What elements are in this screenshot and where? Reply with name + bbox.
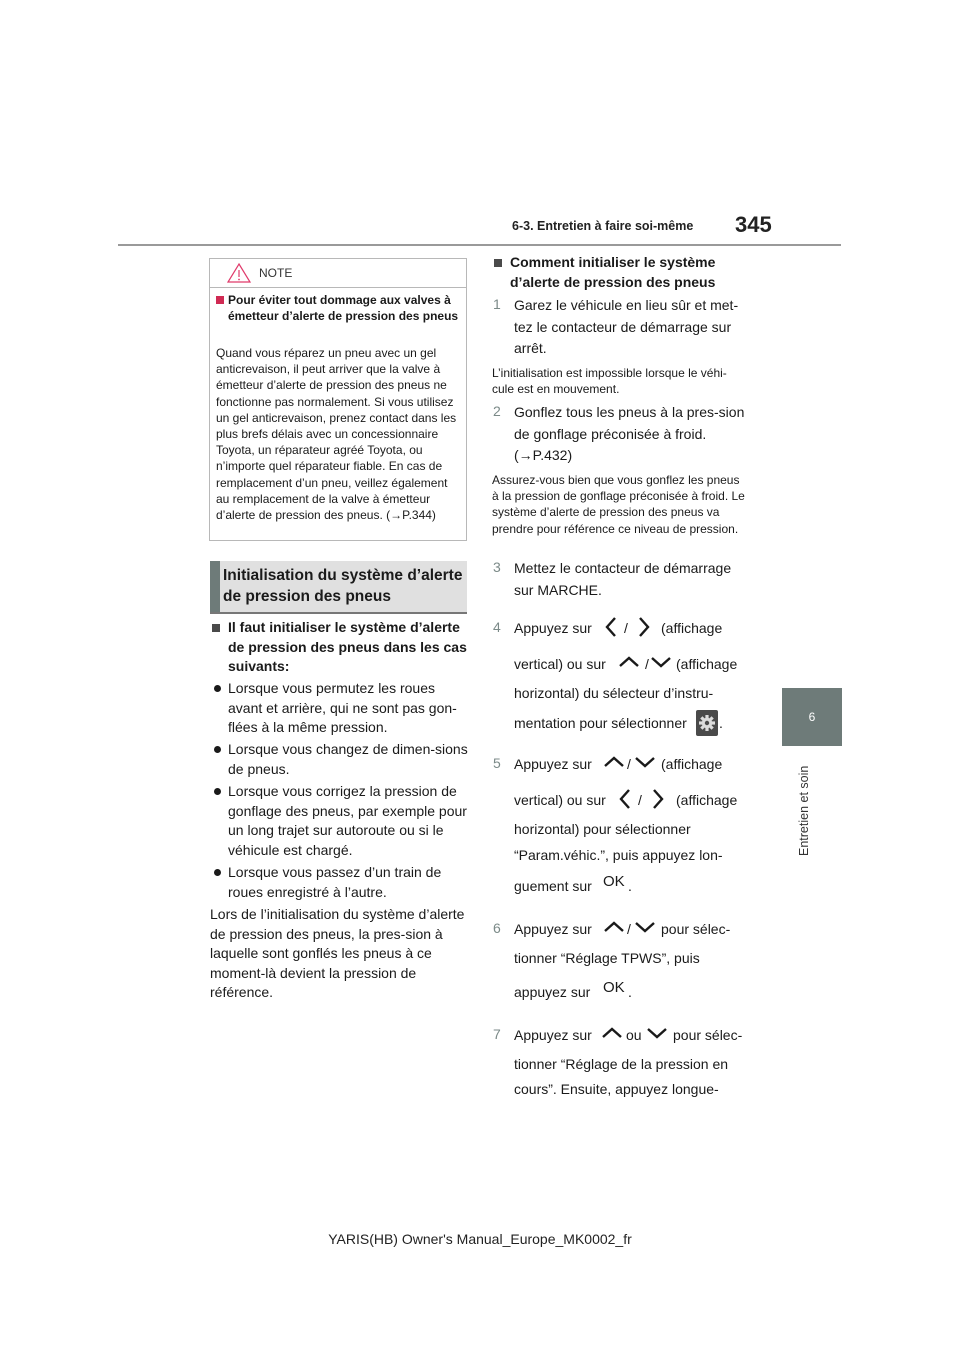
step-text: mentation pour sélectionner — [514, 715, 687, 731]
ok-button-icon: OK — [603, 979, 625, 996]
chapter-label-text: Entretien et soin — [797, 765, 811, 856]
step-text: tionner “Réglage TPWS”, puis — [514, 950, 700, 966]
right-subheading: Comment initialiser le système d’alerte de pression des pneus — [510, 254, 716, 290]
section-banner — [210, 561, 467, 614]
subheading-marker — [212, 624, 220, 632]
chevron-up-icon — [603, 755, 625, 769]
step-text: appuyez sur — [514, 984, 591, 1000]
step-text: (affichage — [661, 756, 723, 772]
bullet-dot — [214, 685, 221, 692]
note-header — [210, 259, 466, 288]
step-text: Garez le véhicule en lieu sûr et met-tez le contacteur de démarrage sur arrêt. — [514, 297, 739, 356]
step-number: 5 — [493, 755, 501, 771]
step-text: (affichage — [661, 620, 723, 636]
bullet-item: Lorsque vous passez d’un train de roues enregistré à l’autre. — [228, 864, 442, 900]
step-text: Appuyez sur — [514, 620, 592, 636]
step-number: 7 — [493, 1026, 501, 1042]
step-number: 4 — [493, 619, 501, 635]
slash: / — [627, 921, 631, 937]
step-note: L’initialisation est impossible lorsque le véhi-cule est en mouvement. — [492, 366, 727, 397]
step-number: 1 — [493, 296, 501, 312]
note-label: NOTE — [259, 266, 293, 280]
step-text: pour sélec- — [661, 921, 731, 937]
slash: / — [645, 656, 649, 672]
step-text: ou — [626, 1027, 642, 1043]
step-text: cours”. Ensuite, appuyez longue- — [514, 1081, 719, 1097]
step-number: 3 — [493, 559, 501, 575]
page-number: 345 — [735, 212, 772, 237]
step-text: “Param.véhic.”, puis appuyez lon- — [514, 847, 723, 863]
settings-gear-icon — [696, 710, 718, 736]
note-heading-marker — [216, 296, 224, 304]
slash: / — [638, 792, 642, 808]
bullet-item: Lorsque vous changez de dimen-sions de pneus. — [228, 741, 468, 777]
chevron-up-icon — [618, 655, 640, 669]
step-text: pour sélec- — [673, 1027, 743, 1043]
banner-accent-bar — [210, 561, 220, 612]
bullet-dot — [214, 788, 221, 795]
step-number: 2 — [493, 403, 501, 419]
bullet-item: Lorsque vous permutez les roues avant et arrière, qui ne sont pas gon-flées à la même pression. — [228, 680, 457, 736]
chapter-tab: 6 — [782, 688, 842, 746]
step-text: (affichage — [676, 792, 738, 808]
step-note: Assurez-vous bien que vous gonflez les pneus à la pression de gonflage préconisée à froid. Le système d’alerte de pression des pneus va prendre pour référence ce niveau de pression. — [492, 473, 745, 536]
step-text: vertical) ou sur — [514, 656, 606, 672]
period: . — [719, 715, 723, 731]
step-text: horizontal) du sélecteur d’instru- — [514, 685, 714, 701]
step-text: Mettez le contacteur de démarrage sur MARCHE. — [514, 560, 732, 598]
bullet-dot — [214, 869, 221, 876]
chevron-right-icon — [651, 788, 665, 810]
step-text: guement sur — [514, 878, 592, 894]
left-paragraph: Lors de l’initialisation du système d’alerte de pression des pneus, la pres-sion à laquelle sont gonflés les pneus à ce moment-là devient la pression de référence. — [210, 906, 465, 1001]
step-text: Gonflez tous les pneus à la pres-sion de gonflage préconisée à froid. (→P.432) — [514, 404, 745, 463]
subheading-marker — [494, 259, 502, 267]
chevron-down-icon — [634, 755, 656, 769]
section-title: 6-3. Entretien à faire soi-même — [512, 219, 694, 233]
note-box — [209, 258, 467, 541]
header-rule — [118, 244, 841, 246]
slash: / — [624, 620, 628, 636]
step-text: tionner “Réglage de la pression en — [514, 1056, 729, 1072]
left-subheading: Il faut initialiser le système d’alerte de pression des pneus dans les cas suivants: — [228, 619, 467, 674]
step-text: horizontal) pour sélectionner — [514, 821, 691, 837]
ok-button-icon: OK — [603, 873, 625, 890]
period: . — [628, 878, 632, 894]
chevron-up-icon — [601, 1026, 623, 1040]
chevron-up-icon — [603, 920, 625, 934]
chapter-label — [797, 758, 817, 858]
note-heading: Pour éviter tout dommage aux valves à émetteur d’alerte de pression des pneus — [228, 293, 459, 323]
step-text: (affichage — [676, 656, 738, 672]
banner-title: Initialisation du système d’alerte de pression des pneus — [223, 567, 463, 605]
chevron-left-icon — [618, 788, 632, 810]
chevron-down-icon — [634, 920, 656, 934]
step-text: Appuyez sur — [514, 1027, 592, 1043]
note-body: Quand vous réparez un pneu avec un gel anticrevaison, il peut arriver que la valve à émetteur d’alerte de pression des pneus ne fonctionne pas normalement. Si vous utilisez un gel anticrevaison, prenez contact dans les plus brefs délais avec un concessionnaire Toyota, un réparateur agréé Toyota, ou n’importe quel réparateur fiable. En cas de remplacement d’un pneu, veillez également au remplacement de la valve à émetteur d’alerte de pression des pneus. (→P.344) — [216, 346, 457, 523]
bullet-dot — [214, 746, 221, 753]
period: . — [628, 984, 632, 1000]
chevron-left-icon — [604, 616, 618, 638]
slash: / — [627, 756, 631, 772]
step-number: 6 — [493, 920, 501, 936]
footer-text: YARIS(HB) Owner's Manual_Europe_MK0002_fr — [328, 1231, 632, 1247]
chevron-right-icon — [637, 616, 651, 638]
bullet-item: Lorsque vous corrigez la pression de gonflage des pneus, par exemple pour un long trajet sur autoroute ou si le véhicule est chargé. — [228, 783, 467, 858]
step-text: Appuyez sur — [514, 756, 592, 772]
step-text: Appuyez sur — [514, 921, 592, 937]
chevron-down-icon — [646, 1026, 668, 1040]
chevron-down-icon — [650, 655, 672, 669]
step-text: vertical) ou sur — [514, 792, 606, 808]
warning-triangle-icon — [226, 262, 252, 284]
